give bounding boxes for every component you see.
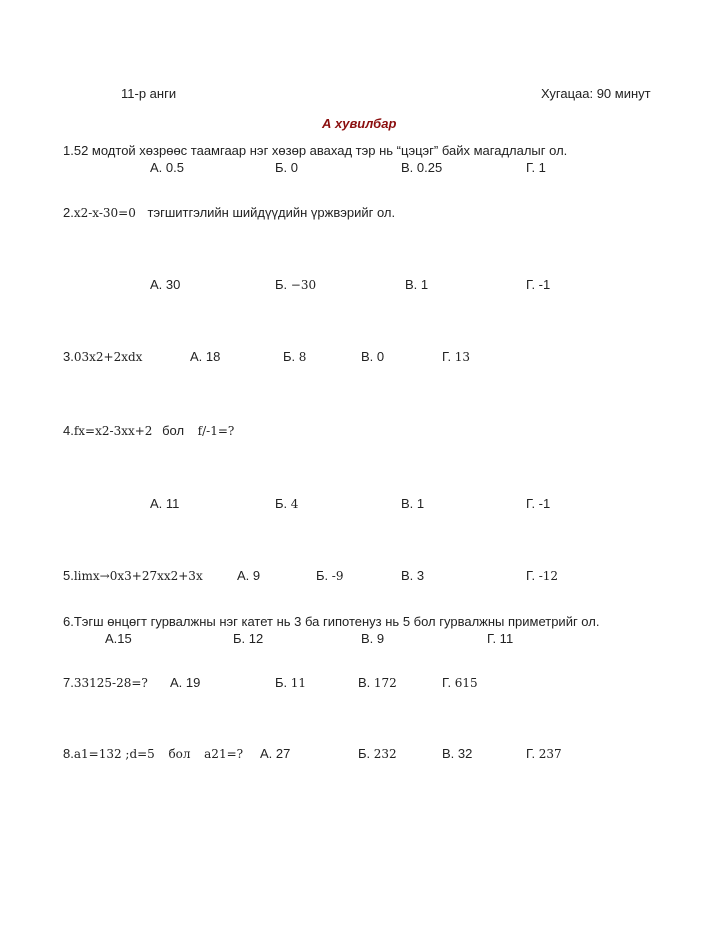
option-a: А. 27 (260, 746, 291, 761)
question-text: 52 модтой хөзрөөс таамгаар нэг хөзөр авахад тэр нь “цэцэг” байх магадлалыг ол. (73, 143, 568, 158)
question-formula-2: f/-1=? (197, 424, 235, 438)
variant-title: А хувилбар (322, 116, 397, 131)
question-3 (63, 349, 142, 365)
grade-label: 11-р анги (121, 86, 177, 101)
option-value: -9 (331, 569, 344, 583)
question-formula: limx→0x3+27xx2+3x (73, 569, 203, 583)
question-formula: 33125-28=? (73, 676, 148, 690)
option-c: В. 1 (405, 277, 429, 292)
question-2 (63, 205, 395, 221)
option-c: В. 32 (442, 746, 473, 761)
option-value: 13 (454, 350, 470, 364)
option-value: -12 (538, 569, 559, 583)
option-label: Б. (275, 277, 291, 292)
option-a: А. 18 (190, 349, 221, 364)
option-label: Г. (526, 746, 539, 761)
option-b (275, 496, 298, 512)
option-d: Г. -1 (526, 496, 551, 511)
question-formula: x2-x-30=0 (73, 206, 136, 220)
option-b (316, 568, 343, 584)
question-number: 1. (63, 143, 74, 158)
option-a: А. 11 (150, 496, 180, 511)
option-b (275, 277, 316, 293)
option-d (442, 349, 470, 365)
option-label: Г. (442, 675, 455, 690)
question-number: 8. (63, 746, 74, 761)
question-number: 7. (63, 675, 74, 690)
question-number: 5. (63, 568, 74, 583)
option-c (358, 675, 397, 691)
question-5 (63, 568, 203, 584)
option-a: А. 19 (170, 675, 201, 690)
option-d: Г. -1 (526, 277, 551, 292)
option-a: А.15 (105, 631, 132, 646)
option-value: 615 (454, 676, 478, 690)
option-value: 4 (290, 497, 299, 511)
option-b (275, 675, 306, 691)
question-8 (63, 746, 243, 762)
question-number: 3. (63, 349, 74, 364)
option-c: В. 9 (361, 631, 385, 646)
question-text: Тэгш өнцөгт гурвалжны нэг катет нь 3 ба гипотенуз нь 5 бол гурвалжны приметрийг ол. (73, 614, 600, 629)
question-6 (63, 614, 599, 630)
option-a: А. 0.5 (150, 160, 184, 175)
question-text: бол (162, 423, 185, 438)
option-d: Г. 1 (526, 160, 546, 175)
option-b: Б. 0 (275, 160, 298, 175)
option-label: Г. (442, 349, 455, 364)
option-label: В. (358, 675, 374, 690)
question-formula: 03x2+2xdx (73, 350, 143, 364)
question-formula: fx=x2-3xx+2 (73, 424, 153, 438)
option-label: Б. (275, 496, 291, 511)
duration-label: Хугацаа: 90 минут (541, 86, 651, 101)
option-c: В. 3 (401, 568, 425, 583)
option-a: А. 30 (150, 277, 181, 292)
option-value: 232 (373, 747, 397, 761)
question-text: бол (168, 747, 191, 761)
option-c: В. 0 (361, 349, 385, 364)
option-label: Г. (526, 568, 539, 583)
question-number: 6. (63, 614, 74, 629)
question-7 (63, 675, 148, 691)
option-value: −30 (290, 278, 317, 292)
question-number: 2. (63, 205, 74, 220)
option-label: Б. (283, 349, 299, 364)
option-value: 11 (290, 676, 307, 690)
option-d (526, 746, 562, 762)
question-number: 4. (63, 423, 74, 438)
option-a: А. 9 (237, 568, 261, 583)
option-value: 237 (538, 747, 562, 761)
option-label: Б. (275, 675, 291, 690)
option-d: Г. 11 (487, 631, 514, 646)
option-d (526, 568, 558, 584)
question-text: тэгшитгэлийн шийдүүдийн үржвэрийг ол. (147, 205, 396, 220)
question-1 (63, 143, 567, 159)
option-c: В. 0.25 (401, 160, 443, 175)
option-label: Б. (316, 568, 332, 583)
option-b (358, 746, 397, 762)
option-d (442, 675, 478, 691)
option-label: Б. (358, 746, 374, 761)
option-b (283, 349, 306, 365)
option-value: 172 (373, 676, 397, 690)
option-c: В. 1 (401, 496, 425, 511)
option-value: 8 (298, 350, 307, 364)
question-formula-2: a21=? (204, 747, 244, 761)
question-4 (63, 423, 234, 439)
option-b: Б. 12 (233, 631, 264, 646)
question-formula: a1=132 ;d=5 (73, 747, 155, 761)
